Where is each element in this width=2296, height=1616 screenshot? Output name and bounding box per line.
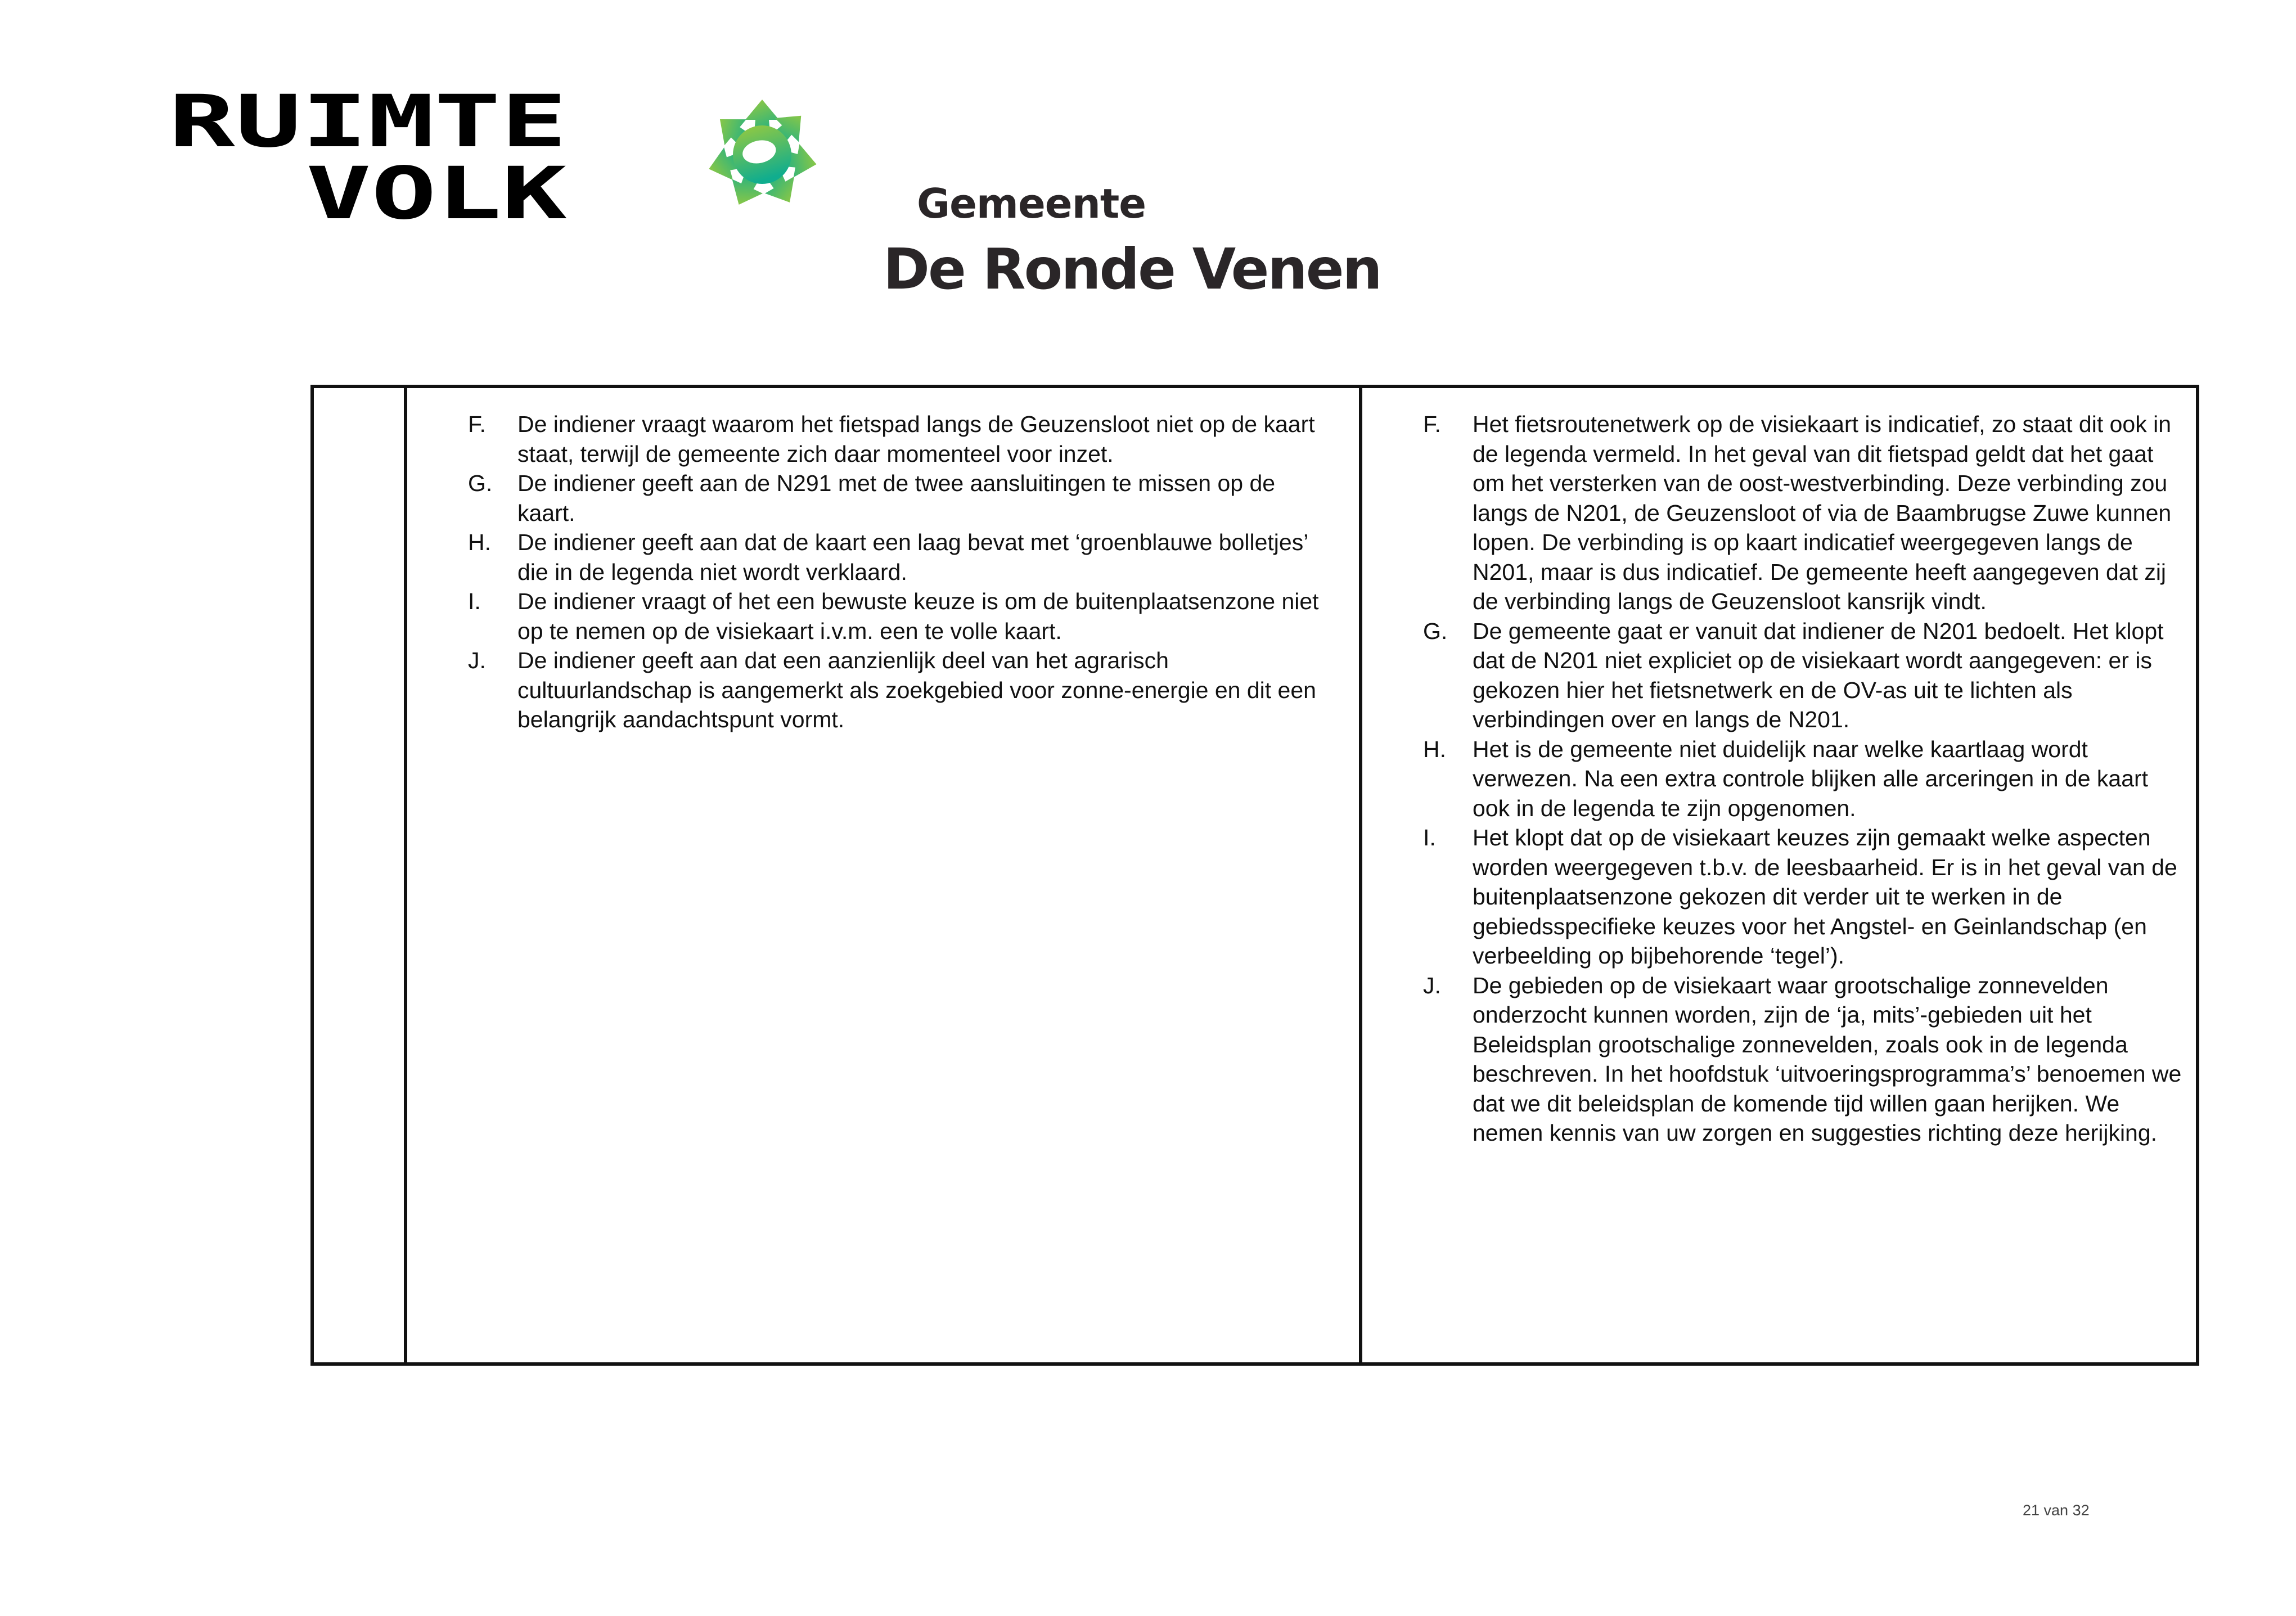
list-item-letter: I. <box>468 588 481 614</box>
list-item-text: De indiener vraagt of het een bewuste keuze is om de buitenplaatsenzone niet op te nemen op de visiekaart i.v.m. een te volle kaart. <box>517 588 1319 644</box>
list-item-text: De indiener vraagt waarom het fietspad langs de Geuzensloot niet op de kaart staat, terwijl de gemeente zich daar momenteel voor inzet. <box>517 411 1315 467</box>
list-item-text: Het is de gemeente niet duidelijk naar welke kaartlaag wordt verwezen. Na een extra controle blijken alle arceringen in de kaart ook in de legenda te zijn opgenomen. <box>1473 736 2149 821</box>
table-submission-column <box>407 388 1362 1362</box>
gemeente-logo <box>652 96 1381 304</box>
list-item-text: Het klopt dat op de visiekaart keuzes zijn gemaakt welke aspecten worden weergegeven t.b.v. de leesbaarheid. Er is in het geval van de buitenplaatsenzone gekozen dit verder uit te werken in de gebiedsspecifieke keuzes voor het Angstel- en Geinlandschap (en verbeelding op bijbehorende ‘tegel’). <box>1473 825 2177 969</box>
list-item <box>468 409 1336 469</box>
table-response-column <box>1362 388 2196 1362</box>
list-item <box>468 528 1336 587</box>
list-item-letter: G. <box>1423 618 1448 644</box>
ruimtevolk-logo <box>169 90 568 225</box>
list-item <box>1423 616 2185 735</box>
list-item-text: De indiener geeft aan dat de kaart een laag bevat met ‘groenblauwe bolletjes’ die in de legenda niet wordt verklaard. <box>517 529 1308 585</box>
list-item <box>1423 409 2185 616</box>
ruimtevolk-logo-line1: RUIMTE <box>169 90 567 164</box>
list-item-letter: H. <box>1423 736 1446 762</box>
response-list <box>1423 409 2185 1148</box>
list-item <box>1423 971 2185 1148</box>
ruimtevolk-logo-line2: VOLK <box>306 152 567 225</box>
submission-list <box>468 409 1336 735</box>
list-item-letter: F. <box>1423 411 1441 437</box>
list-item-letter: J. <box>1423 972 1441 998</box>
list-item-text: De gebieden op de visiekaart waar grootschalige zonnevelden onderzocht kunnen worden, zijn de ‘ja, mits’-gebieden uit het Beleidsplan grootschalige zonnevelden, zoals ook in de legenda beschreven. In het hoofdstuk ‘uitvoeringsprogramma’s’ benoemen we dat we dit beleidsplan de komende tijd willen gaan herijken. We nemen kennis van uw zorgen en suggesties richting deze herijking. <box>1473 972 2182 1146</box>
list-item-text: De indiener geeft aan de N291 met de twee aansluitingen te missen op de kaart. <box>517 470 1276 526</box>
list-item-letter: I. <box>1423 825 1436 850</box>
list-item-text: De indiener geeft aan dat een aanzienlijk deel van het agrarisch cultuurlandschap is aangemerkt als zoekgebied voor zonne-energie en dit een belangrijk aandachtspunt vormt. <box>517 647 1316 732</box>
list-item <box>468 587 1336 646</box>
flower-arrows-icon <box>652 96 889 264</box>
page-number: 21 van 32 <box>2023 1502 2090 1519</box>
list-item <box>468 469 1336 528</box>
gemeente-logo-name: De Ronde Venen <box>883 236 1381 302</box>
list-item <box>1423 735 2185 823</box>
list-item-text: De gemeente gaat er vanuit dat indiener de N201 bedoelt. Het klopt dat de N201 niet expliciet op de visiekaart wordt aangegeven: er is gekozen hier het fietsnetwerk en de OV-as uit te lichten als verbindingen over en langs de N201. <box>1473 618 2164 732</box>
list-item <box>1423 823 2185 971</box>
list-item-letter: H. <box>468 529 491 555</box>
list-item-letter: J. <box>468 647 486 673</box>
list-item-text: Het fietsroutenetwerk op de visiekaart is indicatief, zo staat dit ook in de legenda vermeld. In het geval van dit fietspad geldt dat het gaat om het versterken van de oost-westverbinding. Deze verbinding zou langs de N201, de Geuzensloot of via de Baambrugse Zuwe kunnen lopen. De verbinding is op kaart indicatief weergegeven langs de N201, maar is dus indicatief. De gemeente heeft aangegeven dat zij de verbinding langs de Geuzensloot kansrijk vindt. <box>1473 411 2172 614</box>
response-table <box>310 385 2199 1366</box>
gemeente-logo-subtitle: Gemeente <box>917 180 1146 227</box>
table-number-column <box>314 388 407 1362</box>
list-item-letter: G. <box>468 470 493 496</box>
list-item <box>468 646 1336 735</box>
list-item-letter: F. <box>468 411 486 437</box>
